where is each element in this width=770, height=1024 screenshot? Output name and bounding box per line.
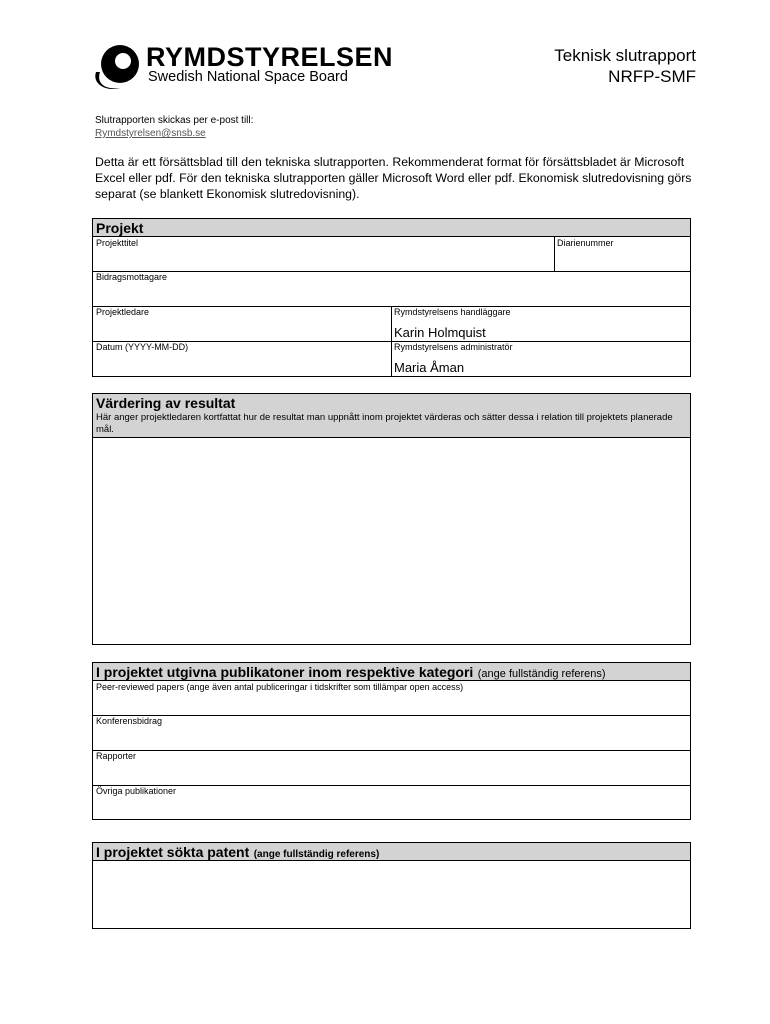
datum-label: Datum (YYYY-MM-DD) [96, 342, 189, 352]
diarienummer-field[interactable] [554, 237, 690, 271]
publikationer-section [92, 662, 691, 820]
datum-field[interactable] [93, 341, 391, 376]
ovriga-publikationer-label: Övriga publikationer [96, 786, 177, 796]
bidragsmottagare-label: Bidragsmottagare [96, 272, 168, 282]
diarienummer-label: Diarienummer [557, 238, 614, 248]
administrator-field[interactable] [391, 341, 690, 376]
ovriga-publikationer-field[interactable] [93, 785, 690, 819]
publikationer-subtitle: (ange fullständig referens) [477, 668, 606, 680]
handlaggare-label: Rymdstyrelsens handläggare [394, 307, 511, 317]
patent-subtitle: (ange fullständig referens) [253, 849, 380, 860]
konferensbidrag-field[interactable] [93, 715, 690, 750]
peer-reviewed-label: Peer-reviewed papers (ange även antal publiceringar i tidskrifter som tillämpar open access) [96, 682, 464, 692]
logo-emblem-icon [90, 42, 146, 92]
email-link[interactable]: Rymdstyrelsen@snsb.se [95, 128, 206, 139]
rapporter-field[interactable] [93, 750, 690, 785]
projekttitel-label: Projekttitel [96, 238, 139, 248]
send-instructions: Slutrapporten skickas per e-post till: [95, 115, 254, 126]
vardering-title: Värdering av resultat [96, 395, 236, 411]
handlaggare-value: Karin Holmquist [394, 325, 486, 340]
projekt-header [93, 219, 690, 237]
projekttitel-field[interactable] [93, 237, 554, 271]
administrator-label: Rymdstyrelsens administratör [394, 342, 513, 352]
publikationer-title: I projektet utgivna publikatoner inom respektive kategori [96, 664, 474, 680]
title-line-1: Teknisk slutrapport [554, 46, 696, 65]
document-title [554, 45, 696, 87]
administrator-value: Maria Åman [394, 360, 465, 375]
patent-header [93, 843, 690, 861]
konferensbidrag-label: Konferensbidrag [96, 716, 163, 726]
rapporter-label: Rapporter [96, 751, 137, 761]
bidragsmottagare-field[interactable] [93, 271, 690, 306]
projekt-title: Projekt [96, 220, 144, 236]
vardering-section [92, 393, 691, 645]
logo-subtitle: Swedish National Space Board [148, 69, 348, 85]
vardering-description: Här anger projektledaren kortfattat hur de resultat man uppnått inom projektet värderas och sätter dessa i relation till projektets planerade mål. [96, 412, 673, 435]
publikationer-header [93, 663, 690, 681]
projektledare-field[interactable] [93, 306, 391, 341]
intro-text: Detta är ett försättsblad till den tekniska slutrapporten. Rekommenderat format för försättsbladet är Microsoft Excel eller pdf. För den tekniska slutrapporten gäller Microsoft Word eller pdf. Ekonomisk slutredovisning görs separat (se blankett Ekonomisk slutredovisning). [95, 155, 692, 201]
projekt-section [92, 218, 691, 377]
patent-textarea[interactable] [93, 861, 690, 928]
patent-section [92, 842, 691, 929]
vardering-header [93, 394, 690, 438]
projektledare-label: Projektledare [96, 307, 150, 317]
handlaggare-field[interactable] [391, 306, 690, 341]
vardering-textarea[interactable] [93, 438, 690, 644]
peer-reviewed-field[interactable] [93, 681, 690, 715]
logo-name: RYMDSTYRELSEN [146, 42, 394, 72]
patent-title: I projektet sökta patent [96, 844, 250, 860]
logo [90, 42, 394, 92]
title-line-2: NRFP-SMF [608, 67, 696, 86]
